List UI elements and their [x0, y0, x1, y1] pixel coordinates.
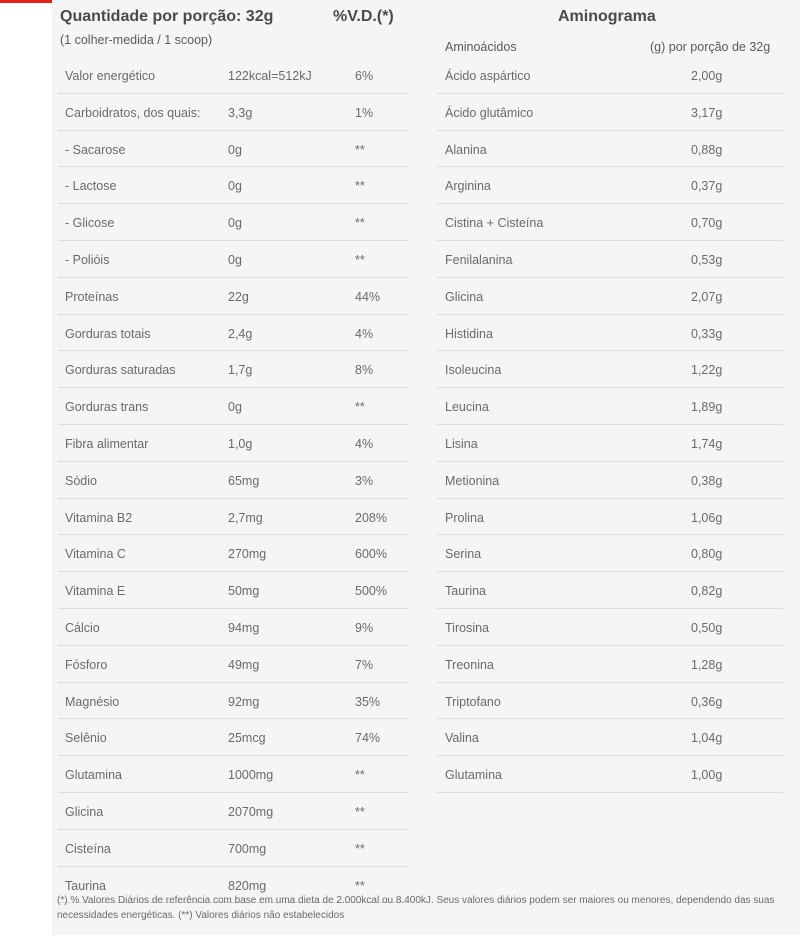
- nutrition-table: [58, 57, 408, 903]
- serving-title: Quantidade por porção: 32g: [60, 8, 274, 25]
- daily-value-cell: 500%: [355, 584, 387, 599]
- aminoacid-name-cell: Alanina: [445, 142, 487, 157]
- table-row: [437, 499, 783, 536]
- table-row: [58, 278, 408, 315]
- aminoacid-amount-cell: 3,17g: [691, 105, 723, 120]
- table-row: [58, 462, 408, 499]
- table-row: [437, 462, 783, 499]
- table-row: [58, 830, 408, 867]
- table-row: [58, 793, 408, 830]
- daily-value-cell: 44%: [355, 289, 381, 304]
- daily-value-cell: 35%: [355, 694, 381, 709]
- nutrient-name-cell: - Polióis: [65, 252, 110, 267]
- table-row: [437, 609, 783, 646]
- nutrient-name-cell: Glutamina: [65, 768, 122, 783]
- aminoacid-name-cell: Tirosina: [445, 620, 489, 635]
- footnote: (*) % Valores Diários de referência com base em uma dieta de 2.000kcal ou 8.400kJ. Seus valores diários podem ser maiores ou menores, dependendo das suas necessidades energéticas. (**) Valores diários não estabelecidos: [57, 895, 775, 921]
- table-row: [437, 572, 783, 609]
- aminoacid-name-cell: Glutamina: [445, 768, 502, 783]
- amount-cell: 49mg: [228, 657, 260, 672]
- aminoacid-name-cell: Fenilalanina: [445, 252, 513, 267]
- aminoacid-name-cell: Taurina: [445, 584, 486, 599]
- aminoacid-name-cell: Isoleucina: [445, 363, 502, 378]
- table-row: [437, 315, 783, 352]
- amount-cell: 2,4g: [228, 326, 253, 341]
- table-row: [58, 315, 408, 352]
- amount-cell: 122kcal=512kJ: [228, 69, 312, 83]
- nutrient-name-cell: Proteínas: [65, 289, 119, 304]
- nutrient-name-cell: Carboidratos, dos quais:: [65, 105, 201, 120]
- table-row: [58, 609, 408, 646]
- nutrient-name-cell: - Lactose: [65, 179, 117, 194]
- table-row: [58, 499, 408, 536]
- nutrient-name-cell: Glicina: [65, 804, 104, 819]
- daily-value-cell: **: [355, 841, 365, 856]
- aminoacid-amount-cell: 1,22g: [691, 363, 723, 378]
- daily-value-cell: 3%: [355, 473, 374, 488]
- amount-cell: 0g: [228, 400, 242, 415]
- amount-cell: 820mg: [228, 878, 267, 893]
- nutrient-name-cell: Vitamina C: [65, 547, 126, 562]
- daily-value-cell: **: [355, 768, 365, 783]
- amount-cell: 1000mg: [228, 768, 274, 783]
- nutrient-name-cell: Selênio: [65, 731, 107, 746]
- nutrient-name-cell: Cálcio: [65, 620, 100, 635]
- table-row: [437, 719, 783, 756]
- daily-value-cell: **: [355, 804, 365, 819]
- amount-cell: 1,0g: [228, 436, 253, 451]
- nutrient-name-cell: Gorduras trans: [65, 400, 149, 415]
- aminogram-title: Aminograma: [558, 8, 656, 25]
- daily-value-cell: **: [355, 400, 365, 415]
- nutrient-name-cell: Fósforo: [65, 657, 108, 672]
- aminoacid-amount-cell: 1,28g: [691, 657, 723, 672]
- aminoacid-name-cell: Prolina: [445, 510, 484, 525]
- nutrient-name-cell: Cisteína: [65, 841, 111, 856]
- table-row: [58, 57, 408, 94]
- daily-value-cell: 8%: [355, 363, 374, 378]
- aminoacid-name-cell: Valina: [445, 731, 479, 746]
- table-row: [437, 646, 783, 683]
- table-row: [437, 167, 783, 204]
- daily-value-cell: **: [355, 878, 365, 893]
- amount-cell: 3,3g: [228, 105, 253, 120]
- amount-column-header: (g) por porção de 32g: [650, 40, 771, 54]
- table-row: [58, 646, 408, 683]
- aminogram-table: [437, 57, 783, 793]
- table-row: [437, 94, 783, 131]
- table-row: [58, 756, 408, 793]
- nutrient-name-cell: Magnésio: [65, 694, 120, 709]
- aminoacid-amount-cell: 0,88g: [691, 142, 723, 157]
- amount-cell: 2,7mg: [228, 510, 263, 525]
- table-row: [58, 204, 408, 241]
- nutrient-name-cell: - Glicose: [65, 216, 115, 231]
- table-row: [58, 131, 408, 168]
- daily-value-cell: 7%: [355, 657, 374, 672]
- amount-cell: 270mg: [228, 547, 267, 562]
- aminoacid-name-cell: Lisina: [445, 436, 478, 451]
- amount-cell: 0g: [228, 216, 242, 231]
- aminoacid-name-cell: Leucina: [445, 400, 489, 415]
- aminoacid-amount-cell: 1,89g: [691, 400, 723, 415]
- aminoacid-amount-cell: 1,04g: [691, 731, 723, 746]
- table-row: [437, 278, 783, 315]
- aminoacid-amount-cell: 1,06g: [691, 510, 723, 525]
- nutrient-name-cell: - Sacarose: [65, 142, 126, 157]
- table-row: [437, 683, 783, 720]
- aminoacid-amount-cell: 0,37g: [691, 179, 723, 194]
- aminoacid-name-cell: Ácido glutâmico: [445, 105, 534, 120]
- table-row: [437, 204, 783, 241]
- table-row: [437, 756, 783, 793]
- nutrient-name-cell: Valor energético: [65, 69, 156, 83]
- aminoacid-amount-cell: 0,80g: [691, 547, 723, 562]
- aminoacid-name-cell: Triptofano: [445, 694, 501, 709]
- table-row: [437, 241, 783, 278]
- table-row: [437, 57, 783, 94]
- aminoacid-name-cell: Treonina: [445, 657, 494, 672]
- daily-value-cell: **: [355, 252, 365, 267]
- aminoacid-amount-cell: 0,36g: [691, 694, 723, 709]
- aminoacid-amount-cell: 0,38g: [691, 473, 723, 488]
- amount-cell: 22g: [228, 289, 249, 304]
- table-row: [58, 425, 408, 462]
- amount-cell: 0g: [228, 142, 242, 157]
- amount-cell: 92mg: [228, 694, 260, 709]
- aminoacid-amount-cell: 2,00g: [691, 69, 723, 83]
- table-row: [437, 131, 783, 168]
- aminoacid-name-cell: Glicina: [445, 289, 484, 304]
- table-row: [58, 241, 408, 278]
- daily-value-cell: 74%: [355, 731, 381, 746]
- aminoacid-name-cell: Histidina: [445, 326, 493, 341]
- table-row: [58, 351, 408, 388]
- aminoacid-name-cell: Metionina: [445, 473, 500, 488]
- daily-value-cell: 9%: [355, 620, 374, 635]
- daily-value-cell: **: [355, 179, 365, 194]
- nutrient-name-cell: Sódio: [65, 473, 97, 488]
- aminoacid-amount-cell: 0,82g: [691, 584, 723, 599]
- amount-cell: 1,7g: [228, 363, 253, 378]
- aminoacid-amount-cell: 2,07g: [691, 289, 723, 304]
- nutrient-name-cell: Gorduras saturadas: [65, 363, 176, 378]
- amount-cell: 94mg: [228, 620, 260, 635]
- table-row: [58, 94, 408, 131]
- table-row: [58, 683, 408, 720]
- serving-note: (1 colher-medida / 1 scoop): [60, 33, 213, 47]
- amount-cell: 50mg: [228, 584, 260, 599]
- aminoacid-name-cell: Arginina: [445, 179, 491, 194]
- nutrient-name-cell: Taurina: [65, 878, 106, 893]
- table-row: [58, 535, 408, 572]
- daily-value-cell: 4%: [355, 326, 374, 341]
- aminoacid-amount-cell: 1,00g: [691, 768, 723, 783]
- amount-cell: 2070mg: [228, 804, 274, 819]
- nutrient-name-cell: Vitamina B2: [65, 510, 133, 525]
- aminoacid-amount-cell: 0,50g: [691, 620, 723, 635]
- nutrient-name-cell: Fibra alimentar: [65, 436, 149, 451]
- amount-cell: 65mg: [228, 473, 260, 488]
- aminoacid-name-cell: Cistina + Cisteína: [445, 216, 544, 231]
- amount-cell: 25mcg: [228, 731, 266, 746]
- nutrient-name-cell: Vitamina E: [65, 584, 126, 599]
- table-row: [58, 388, 408, 425]
- aminoacid-amount-cell: 0,70g: [691, 216, 723, 231]
- table-row: [437, 535, 783, 572]
- table-row: [437, 425, 783, 462]
- aminoacid-name-cell: Serina: [445, 547, 482, 562]
- table-row: [58, 167, 408, 204]
- amount-cell: 0g: [228, 179, 242, 194]
- amount-cell: 700mg: [228, 841, 267, 856]
- nutrient-name-cell: Gorduras totais: [65, 326, 151, 341]
- amount-cell: 0g: [228, 252, 242, 267]
- aminoacid-amount-cell: 0,33g: [691, 326, 723, 341]
- table-row: [437, 351, 783, 388]
- table-row: [58, 572, 408, 609]
- daily-value-cell: **: [355, 142, 365, 157]
- daily-value-cell: **: [355, 216, 365, 231]
- aminoacid-name-cell: Ácido aspártico: [445, 69, 531, 83]
- table-row: [58, 719, 408, 756]
- daily-value-cell: 4%: [355, 436, 374, 451]
- aminoacid-column-header: Aminoácidos: [445, 40, 517, 54]
- vd-header: %V.D.(*): [333, 8, 394, 25]
- aminoacid-amount-cell: 1,74g: [691, 436, 723, 451]
- daily-value-cell: 208%: [355, 510, 387, 525]
- daily-value-cell: 1%: [355, 105, 374, 120]
- daily-value-cell: 600%: [355, 547, 387, 562]
- aminoacid-amount-cell: 0,53g: [691, 252, 723, 267]
- table-row: [437, 388, 783, 425]
- daily-value-cell: 6%: [355, 69, 374, 83]
